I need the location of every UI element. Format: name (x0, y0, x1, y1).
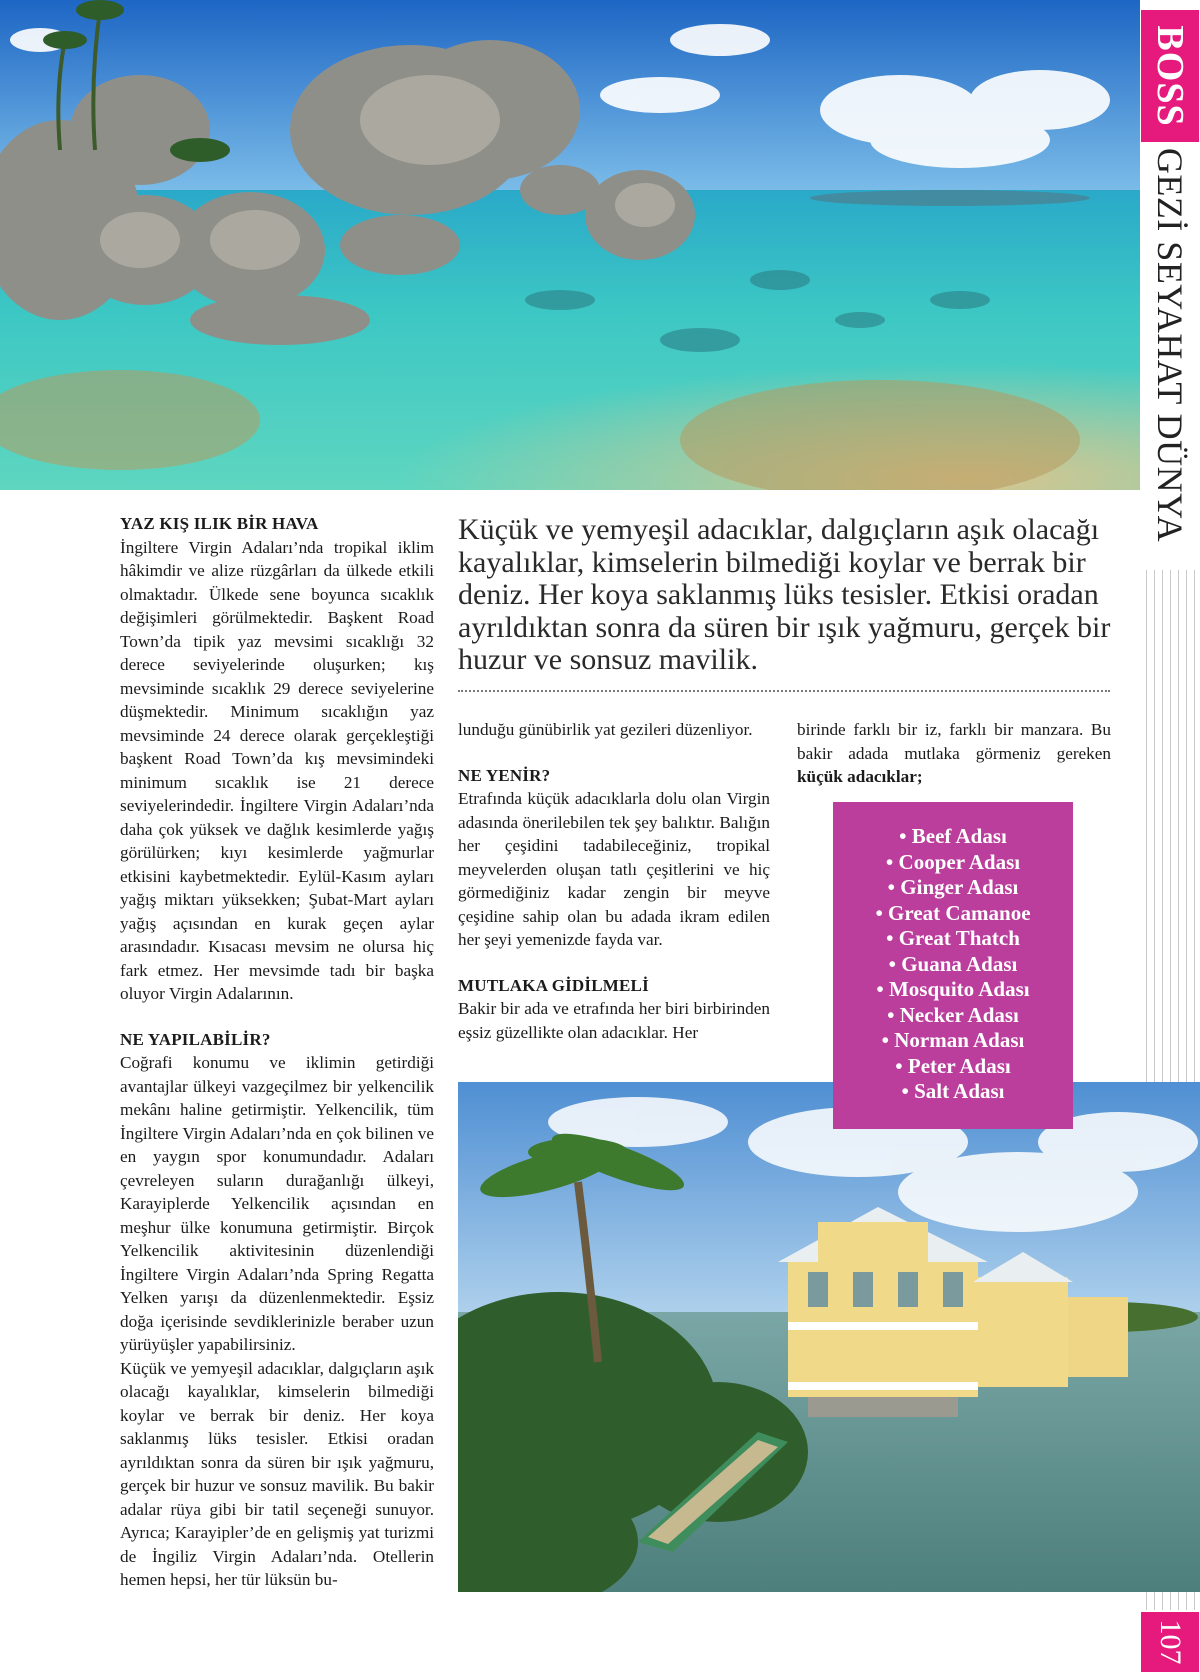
dotted-divider (458, 690, 1110, 692)
islands-list (833, 802, 1073, 1105)
section-title-text: GEZİ SEYAHAT DÜNYA (1150, 147, 1190, 543)
heading-climate: YAZ KIŞ ILIK BİR HAVA (120, 514, 319, 533)
list-item: • Norman Adası (881, 1028, 1025, 1052)
hero-illustration (0, 0, 1140, 490)
paragraph-right (797, 718, 1111, 789)
lead-quote: Küçük ve yemyeşil adacıklar, dalgıçların aşık olacağı kayalıklar, kimselerin bilmediği koylar ve berrak bir deniz. Her koya saklanmış lüks tesisler. Etkisi oradan ayrıldıktan sonra da süren bir ışık yağmuru, gerçek bir huzur ve sonsuz mavilik. (458, 513, 1111, 676)
list-item: • Cooper Adası (885, 849, 1021, 874)
paragraph-islands-intro: Küçük ve yemyeşil adacıklar, dalgıçların aşık olacağı kayalıklar, kimselerin bilmediği koylar ve berrak bir deniz. Her koya saklanmış lüks tesisler. Etkisi oradan ayrıldıktan sonra da süren bir ışık yağmuru, gerçek bir huzur ve sonsuz mavilik. Bu bakir adalar rüya gibi bir tatil seçeneği sunuyor. Ayrıca; Karayipler’de en gelişmiş yat turizmi de İngiliz Virgin Adaları’nda. Otellerin hemen hepsi, her tür lüksün bu- (120, 1358, 434, 1589)
list-item: • Great Camanoe (875, 900, 1031, 925)
paragraph-continued: lunduğu günübirlik yat gezileri düzenliyor. (458, 720, 753, 739)
heading-food: NE YENİR? (458, 765, 551, 785)
resort-photo (458, 1082, 1200, 1592)
list-item: • Guana Adası (888, 951, 1018, 976)
paragraph-must-visit: Bakir bir ada ve etrafında her biri birbirinden eşsiz güzellikte olan adacıklar. Her (458, 999, 770, 1042)
page-number-tab (1141, 1612, 1199, 1672)
list-item: • Ginger Adası (887, 875, 1019, 899)
brand-tab (1141, 10, 1199, 142)
resort-illustration (458, 1082, 1200, 1592)
paragraph-climate: İngiltere Virgin Adaları’nda tropikal iklim hâkimdir ve alize rüzgârları da ülkede etkili olmaktadır. Ülkede sene boyunca sıcaklık değişimleri görülmektedir. Başkent Road Town’da tipik yaz mevsimi sıcaklığı 32 derece seviyelerinde oluşurken; kış mevsiminde sıcaklık 29 derece seviyelerine düşmektedir. Minimum sıcaklığın yaz mevsiminde 24 derece olarak gerçekleştiği başkent Road Town’da kış mevsimindeki minimum sıcaklık ise 21 derece seviyelerindedir. İngiltere Virgin Adaları’nda daha çok yüksek ve dağlık kesimlerde yağış görülürken; kıyı kesimlerde yağmurlar etkisini kaybetmektedir. Eylül-Kasım ayları yağış miktarı yüksekken; Şubat-Mart ayları yağış açısından en kurak geçen aylar arasındadır. Kısacası mevsim ne olursa hiç fark etmez. Her mevsimde tadı bir başka oluyor Virgin Adalarının. (120, 537, 434, 1003)
right-column (797, 718, 1111, 789)
hero-photo (0, 0, 1140, 490)
page-number: 107 (1154, 1619, 1187, 1665)
paragraph-food: Etrafında küçük adacıklarla dolu olan Virgin adasında önerilebilen tek şey balıktır. Balığın her çeşidini tadabileceğiniz, tropikal meyvelerden oluşan tatlı çeşitlerini ve hiç görmediğiniz kadar zengin bir meyve çeşidine sahip olan bu adada ikram edilen her şeyi yemenizde fayda var. (458, 789, 770, 949)
list-item: • Beef Adası (899, 824, 1007, 848)
list-item: • Salt Adası (901, 1079, 1005, 1103)
heading-must-visit: MUTLAKA GİDİLMELİ (458, 975, 649, 995)
paragraph-activities: Coğrafi konumu ve iklimin getirdiği avantajlar ülkeyi vazgeçilmez bir yelkencilik mekânı haline getirmiştir. Yelkencilik, tüm İngiltere Virgin Adaları’nda en çok bilinen ve en yaygın spor konumundadır. Adaları çevreleyen suların durağanlığı ülkeyi, Karayiplerde Yelkencilik açısından en meşhur ülke konumuna getirmiştir. Birçok Yelkencilik aktivitesinin düzenlendiği İngiltere Virgin Adaları’nda Spring Regatta Yelken yarışı da düzenlenmektedir. Eşsiz doğa içerisinde sevdiklerinizle beraber uzun yürüyüşler yapabilirsiniz. (120, 1053, 434, 1354)
paragraph-right-bold: küçük adacıklar; (797, 767, 923, 786)
middle-column (458, 718, 770, 1044)
heading-activities: NE YAPILABİLİR? (120, 1029, 271, 1049)
paragraph-right-text: birinde farklı bir iz, farklı bir manzara. Bu bakir adada mutlaka görmeniz gereken (797, 720, 1111, 763)
list-item: • Great Thatch (886, 926, 1020, 950)
list-item: • Peter Adası (895, 1053, 1011, 1078)
section-title (1141, 147, 1199, 543)
list-item: • Mosquito Adası (876, 977, 1030, 1001)
list-item: • Necker Adası (887, 1002, 1019, 1027)
brand-label: BOSS (1149, 25, 1191, 127)
islands-box (833, 802, 1073, 1129)
left-column (120, 512, 434, 1592)
